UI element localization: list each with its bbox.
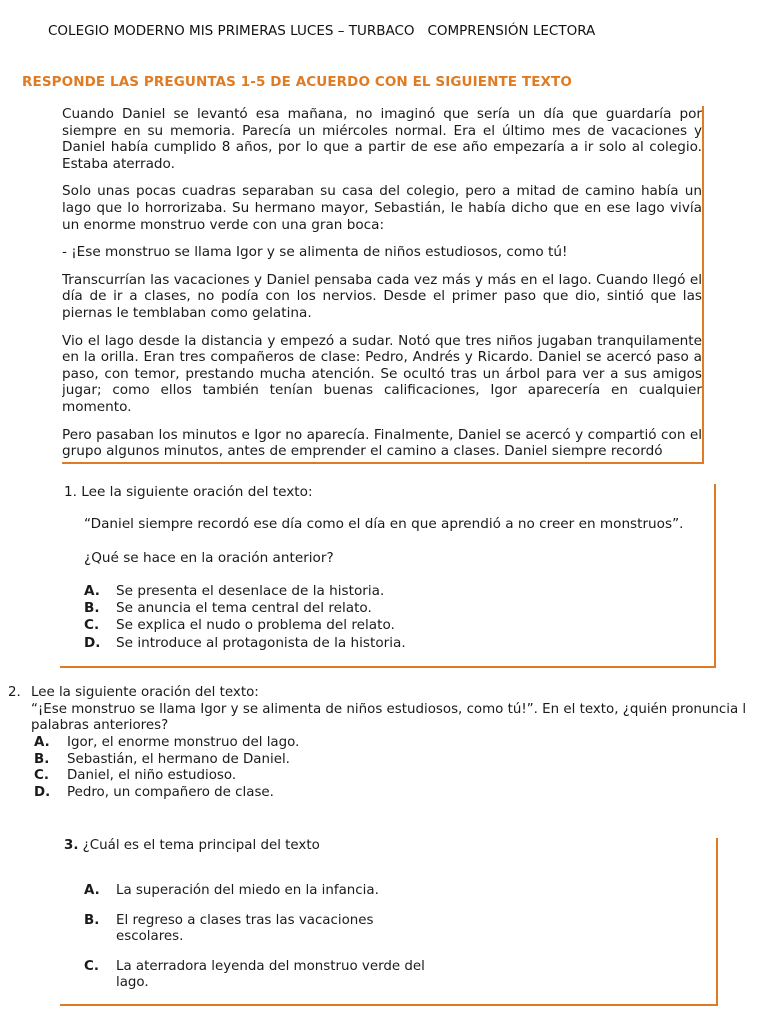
- option-letter: B.: [34, 751, 50, 767]
- option-text: Se explica el nudo o problema del relato.: [116, 617, 395, 634]
- option-letter: C.: [34, 768, 49, 784]
- instructions-heading: RESPONDE LAS PREGUNTAS 1-5 DE ACUERDO CON EL SIGUIENTE TEXTO: [22, 74, 572, 90]
- option-text: La aterradora leyenda del monstruo verde del lago.: [116, 958, 425, 991]
- question-2-number: 2.: [8, 685, 21, 700]
- answer-option-a[interactable]: [84, 583, 406, 600]
- option-text: Daniel, el niño estudioso.: [67, 768, 237, 784]
- answer-option-b[interactable]: [34, 752, 299, 769]
- passage-paragraph: Pero pasaban los minutos e Igor no aparecía. Finalmente, Daniel se acercó y compartió con el grupo algunos minutos, antes de emprender el camino a clases. Daniel siempre recordó: [62, 426, 702, 460]
- passage-paragraph: Cuando Daniel se levantó esa mañana, no imaginó que sería un día que guardaría por siempre en su memoria. Parecía un miércoles normal. Era el último mes de vacaciones y Daniel había cumplido 8 años, por lo que a partir de ese año empezaría a ir solo al colegio. Estaba aterrado.: [62, 106, 702, 172]
- question-2-quote: “¡Ese monstruo se llama Igor y se alimenta de niños estudiosos, como tú!”. En el texto, ¿quién pronuncia l: [31, 701, 747, 717]
- option-letter: A.: [84, 583, 100, 599]
- question-1-options: [84, 583, 406, 652]
- option-text: Se presenta el desenlace de la historia.: [116, 583, 385, 599]
- question-1-quote: “Daniel siempre recordó ese día como el día en que aprendió a no creer en monstruos”.: [84, 516, 684, 532]
- option-text: Pedro, un compañero de clase.: [67, 784, 274, 800]
- answer-option-a[interactable]: [34, 735, 299, 752]
- option-letter: D.: [34, 784, 51, 800]
- answer-option-b[interactable]: [84, 913, 444, 946]
- answer-option-d[interactable]: [34, 785, 299, 802]
- option-text: Sebastián, el hermano de Daniel.: [67, 751, 290, 767]
- option-letter: D.: [84, 634, 101, 651]
- option-letter: A.: [34, 735, 50, 750]
- question-1-prompt: 1. Lee la siguiente oración del texto:: [64, 484, 313, 500]
- answer-option-c[interactable]: [34, 768, 299, 785]
- option-text: La superación del miedo en la infancia.: [116, 883, 379, 898]
- option-letter: C.: [84, 958, 99, 974]
- question-3-options: [84, 883, 444, 1005]
- question-3-number: 3.: [64, 838, 79, 853]
- answer-option-a[interactable]: [84, 883, 444, 900]
- option-letter: B.: [84, 912, 100, 928]
- document-header: [48, 23, 595, 39]
- answer-option-c[interactable]: [84, 617, 406, 634]
- answer-option-c[interactable]: [84, 959, 444, 992]
- passage-paragraph: Solo unas pocas cuadras separaban su casa del colegio, pero a mitad de camino había un lago que lo horrorizaba. Su hermano mayor, Sebastián, le había dicho que en ese lago vivía un enorme monstruo verde con una gran boca:: [62, 183, 702, 233]
- option-text: Se anuncia el tema central del relato.: [116, 600, 372, 617]
- option-text: Se introduce al protagonista de la historia.: [116, 634, 406, 651]
- question-2-body: [31, 685, 768, 735]
- answer-option-b[interactable]: [84, 600, 406, 617]
- option-text: El regreso a clases tras las vacaciones escolares.: [116, 912, 374, 945]
- passage-paragraph: Transcurrían las vacaciones y Daniel pensaba cada vez más y más en el lago. Cuando llegó el día de ir a clases, no podía con los nervios. Desde el primer paso que dio, sintió que las piernas le temblaban como gelatina.: [62, 271, 702, 321]
- question-3-title: [64, 838, 320, 853]
- question-1: [60, 484, 716, 668]
- question-1-ask: ¿Qué se hace en la oración anterior?: [84, 550, 334, 566]
- reading-passage: [62, 106, 704, 464]
- school-name: COLEGIO MODERNO MIS PRIMERAS LUCES – TURBACO: [48, 23, 415, 39]
- subject-title: COMPRENSIÓN LECTORA: [427, 23, 596, 39]
- option-letter: A.: [84, 883, 100, 898]
- option-letter: B.: [84, 600, 100, 617]
- answer-option-d[interactable]: [84, 635, 406, 652]
- option-letter: C.: [84, 617, 100, 634]
- question-2-prompt: Lee la siguiente oración del texto:: [31, 685, 259, 700]
- question-2-quote-continued: palabras anteriores?: [31, 718, 169, 734]
- passage-dialogue: - ¡Ese monstruo se llama Igor y se alimenta de niños estudiosos, como tú!: [62, 244, 568, 261]
- question-2-options: [34, 735, 299, 801]
- question-3-prompt: ¿Cuál es el tema principal del texto: [82, 838, 320, 853]
- option-text: Igor, el enorme monstruo del lago.: [67, 735, 300, 750]
- passage-paragraph: Vio el lago desde la distancia y empezó a sudar. Notó que tres niños jugaban tranquilamente en la orilla. Eran tres compañeros de clase: Pedro, Andrés y Ricardo. Daniel se acercó paso a paso, con temor, prestando mucha atención. Se ocultó tras un árbol para ver a sus amigos jugar; como ellos también tenían buenas calificaciones, Igor aparecería en cualquier momento.: [62, 332, 702, 415]
- question-3: [60, 838, 718, 1006]
